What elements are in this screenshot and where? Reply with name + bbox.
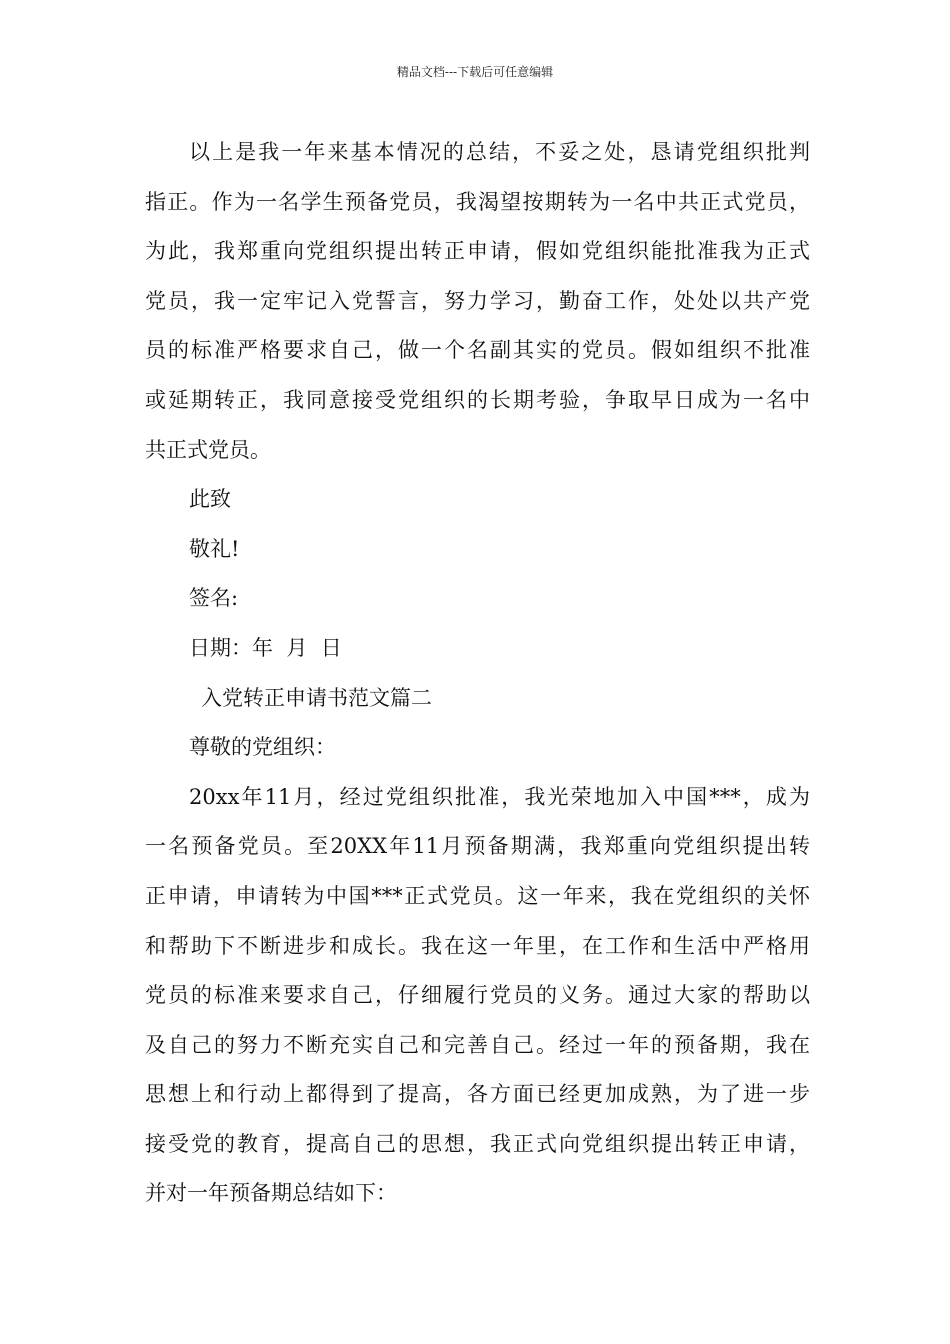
paragraph-line: 指正。作为一名学生预备党员，我渴望按期转为一名中共正式党员， xyxy=(145,189,810,214)
paragraph-line: 党员，我一定牢记入党誓言，努力学习，勤奋工作，处处以共产党 xyxy=(145,288,810,313)
page-header: 精品文档---下载后可任意编辑 xyxy=(396,65,554,79)
paragraph-line: 为此，我郑重向党组织提出转正申请，假如党组织能批准我为正式 xyxy=(145,239,810,264)
paragraph-line: 或延期转正，我同意接受党组织的长期考验，争取早日成为一名中 xyxy=(145,387,810,412)
closing-regards: 敬礼! xyxy=(189,536,240,561)
paragraph-line: 共正式党员。 xyxy=(145,437,271,462)
paragraph-line: 一名预备党员。至20XX年11月预备期满，我郑重向党组织提出转 xyxy=(145,834,810,859)
paragraph-line: 接受党的教育，提高自己的思想，我正式向党组织提出转正申请， xyxy=(145,1131,810,1156)
paragraph-application xyxy=(145,773,810,1219)
document-body xyxy=(145,128,810,1219)
section-title: 入党转正申请书范文篇二 xyxy=(201,685,432,710)
greeting: 尊敬的党组织： xyxy=(189,735,336,760)
closing-salute: 此致 xyxy=(189,487,231,512)
paragraph-line: 正申请，申请转为中国***正式党员。这一年来，我在党组织的关怀 xyxy=(145,883,810,908)
signature-line: 签名: xyxy=(189,586,239,611)
paragraph-line: 20xx年11月，经过党组织批准，我光荣地加入中国***，成为 xyxy=(189,784,810,809)
paragraph-line: 和帮助下不断进步和成长。我在这一年里，在工作和生活中严格用 xyxy=(145,933,810,958)
paragraph-line: 并对一年预备期总结如下： xyxy=(145,1181,397,1206)
paragraph-line: 思想上和行动上都得到了提高，各方面已经更加成熟，为了进一步 xyxy=(145,1082,810,1107)
paragraph-line: 党员的标准来要求自己，仔细履行党员的义务。通过大家的帮助以 xyxy=(145,983,810,1008)
paragraph-summary xyxy=(145,128,810,475)
paragraph-line: 及自己的努力不断充实自己和完善自己。经过一年的预备期，我在 xyxy=(145,1032,810,1057)
date-line: 日期：年 月 日 xyxy=(189,635,342,660)
paragraph-line: 员的标准严格要求自己，做一个名副其实的党员。假如组织不批准 xyxy=(145,338,810,363)
paragraph-line: 以上是我一年来基本情况的总结，不妥之处，恳请党组织批判 xyxy=(189,140,810,164)
